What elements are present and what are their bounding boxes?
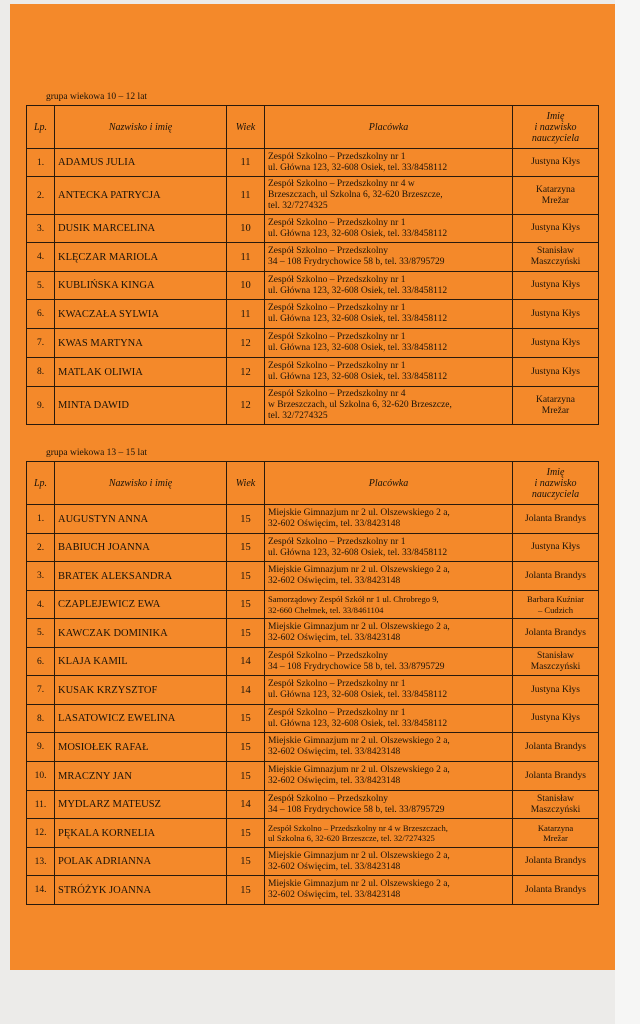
- student-name: MINTA DAWID: [55, 387, 227, 425]
- school-line: tel. 32/7274325: [268, 411, 328, 421]
- table-row: [27, 177, 599, 215]
- table-row: [27, 505, 599, 534]
- group-caption-10-12: grupa wiekowa 10 – 12 lat: [46, 92, 148, 102]
- student-age: 10: [227, 215, 265, 243]
- student-age: 15: [227, 534, 265, 562]
- student-name: MRACZNY JAN: [55, 762, 227, 791]
- teacher-cell: [513, 243, 599, 272]
- school-cell: [265, 562, 513, 591]
- student-name: MYDLARZ MATEUSZ: [55, 791, 227, 819]
- table-row: [27, 619, 599, 648]
- school-cell: [265, 358, 513, 387]
- student-age: 15: [227, 505, 265, 534]
- student-age: 12: [227, 329, 265, 358]
- table-row: [27, 733, 599, 762]
- school-cell: [265, 619, 513, 648]
- teacher-line: Stanisław: [537, 246, 574, 256]
- teacher-line: Mrežar: [541, 405, 570, 416]
- school-cell: [265, 591, 513, 619]
- header-teacher-line: nauczyciela: [531, 132, 580, 144]
- student-age: 10: [227, 272, 265, 300]
- teacher-line: Justyna Kłys: [531, 337, 580, 348]
- school-line: Zespół Szkolno – Przedszkolny nr 1: [268, 151, 406, 162]
- teacher-cell: [513, 534, 599, 562]
- page-edge: [615, 0, 640, 1024]
- student-name: KUSAK KRZYSZTOF: [55, 676, 227, 705]
- teacher-line: Jolanta Brandys: [525, 856, 586, 866]
- student-name: KWACZAŁA SYLWIA: [55, 300, 227, 329]
- row-number: 7.: [27, 329, 55, 358]
- teacher-cell: [513, 705, 599, 733]
- row-number: 2.: [27, 534, 55, 562]
- student-age: 11: [227, 149, 265, 177]
- row-number: 5.: [27, 619, 55, 648]
- results-table-13-15: [26, 461, 599, 905]
- table-row: [27, 149, 599, 177]
- teacher-line: Justyna Kłys: [531, 223, 580, 233]
- school-cell: [265, 387, 513, 425]
- student-age: 15: [227, 562, 265, 591]
- student-name: MATLAK OLIWIA: [55, 358, 227, 387]
- school-line: Miejskie Gimnazjum nr 2 ul. Olszewskiego 2 a,: [268, 879, 450, 889]
- student-age: 12: [227, 387, 265, 425]
- teacher-cell: [513, 819, 599, 848]
- table-row: [27, 300, 599, 329]
- teacher-line: Mrežar: [543, 833, 568, 843]
- school-line: Zespół Szkolno – Przedszkolny nr 1: [268, 332, 406, 342]
- header-row: [27, 462, 599, 505]
- school-line: Zespół Szkolno – Przedszkolny nr 1: [268, 536, 406, 547]
- student-name: BABIUCH JOANNA: [55, 534, 227, 562]
- row-number: 6.: [27, 648, 55, 676]
- teacher-line: Justyna Kłys: [531, 280, 580, 290]
- school-line: 32-602 Oświęcim, tel. 33/8423148: [268, 519, 401, 529]
- teacher-line: Maszczyński: [530, 661, 581, 672]
- teacher-line: Justyna Kłys: [531, 157, 580, 167]
- row-number: 4.: [27, 243, 55, 272]
- student-age: 15: [227, 819, 265, 848]
- school-line: ul. Główna 123, 32-608 Osiek, tel. 33/8458112: [268, 547, 448, 558]
- header-teacher: [513, 106, 599, 149]
- student-age: 11: [227, 300, 265, 329]
- school-cell: [265, 300, 513, 329]
- table-row: [27, 676, 599, 705]
- student-age: 14: [227, 791, 265, 819]
- header-teacher-line: i nazwisko: [534, 121, 577, 133]
- school-line: 34 – 108 Frydrychowice 58 b, tel. 33/8795729: [268, 257, 445, 267]
- student-name: STRÓŻYK JOANNA: [55, 876, 227, 905]
- table-row: [27, 705, 599, 733]
- school-line: ul. Główna 123, 32-608 Osiek, tel. 33/8458112: [268, 690, 448, 700]
- row-number: 4.: [27, 591, 55, 619]
- teacher-cell: [513, 272, 599, 300]
- school-cell: [265, 762, 513, 791]
- teacher-cell: [513, 329, 599, 358]
- row-number: 5.: [27, 272, 55, 300]
- table-row: [27, 762, 599, 791]
- student-age: 15: [227, 733, 265, 762]
- school-line: w Brzeszczach, ul Szkolna 6, 32-620 Brzeszcze,: [268, 400, 452, 410]
- student-age: 12: [227, 358, 265, 387]
- row-number: 14.: [27, 876, 55, 905]
- student-age: 11: [227, 177, 265, 215]
- student-age: 15: [227, 848, 265, 876]
- student-age: 14: [227, 676, 265, 705]
- student-age: 15: [227, 619, 265, 648]
- table-row: [27, 562, 599, 591]
- header-age: Wiek: [227, 106, 265, 149]
- school-line: ul. Główna 123, 32-608 Osiek, tel. 33/8458112: [268, 314, 448, 324]
- school-line: 32-602 Oświęcim, tel. 33/8423148: [268, 890, 401, 900]
- school-line: 32-602 Oświęcim, tel. 33/8423148: [268, 776, 401, 786]
- teacher-cell: [513, 591, 599, 619]
- student-age: 15: [227, 705, 265, 733]
- student-name: PĘKALA KORNELIA: [55, 819, 227, 848]
- table-row: [27, 215, 599, 243]
- school-cell: [265, 848, 513, 876]
- teacher-line: Mrežar: [541, 195, 570, 206]
- row-number: 9.: [27, 387, 55, 425]
- table-row: [27, 329, 599, 358]
- row-number: 8.: [27, 705, 55, 733]
- student-name: KAWCZAK DOMINIKA: [55, 619, 227, 648]
- header-teacher-line: i nazwisko: [534, 477, 577, 489]
- school-line: ul. Główna 123, 32-608 Osiek, tel. 33/8458112: [268, 718, 448, 729]
- teacher-cell: [513, 648, 599, 676]
- row-number: 10.: [27, 762, 55, 791]
- school-cell: [265, 733, 513, 762]
- teacher-line: Justyna Kłys: [531, 542, 580, 552]
- teacher-line: Justyna Kłys: [531, 713, 580, 723]
- teacher-line: Jolanta Brandys: [525, 570, 586, 581]
- header-teacher: [513, 462, 599, 505]
- school-line: ul. Główna 123, 32-608 Osiek, tel. 33/8458112: [268, 162, 448, 173]
- school-line: Zespół Szkolno – Przedszkolny: [268, 246, 389, 256]
- header-teacher-line: Imię: [546, 110, 565, 122]
- student-name: ADAMUS JULIA: [55, 149, 227, 177]
- school-cell: [265, 505, 513, 534]
- teacher-cell: [513, 177, 599, 215]
- student-name: DUSIK MARCELINA: [55, 215, 227, 243]
- teacher-cell: [513, 848, 599, 876]
- school-line: Zespół Szkolno – Przedszkolny nr 4: [268, 389, 406, 399]
- teacher-cell: [513, 733, 599, 762]
- student-age: 11: [227, 243, 265, 272]
- school-line: 32-602 Oświęcim, tel. 33/8423148: [268, 576, 401, 586]
- student-name: CZAPLEJEWICZ EWA: [55, 591, 227, 619]
- school-line: Zespół Szkolno – Przedszkolny nr 4 w Brzeszczach,: [268, 822, 448, 833]
- school-line: Miejskie Gimnazjum nr 2 ul. Olszewskiego 2 a,: [268, 508, 450, 518]
- student-name: BRATEK ALEKSANDRA: [55, 562, 227, 591]
- school-cell: [265, 243, 513, 272]
- teacher-line: – Cudzich: [537, 604, 574, 615]
- header-lp: Lp.: [27, 462, 55, 505]
- school-line: Miejskie Gimnazjum nr 2 ul. Olszewskiego 2 a,: [268, 565, 450, 575]
- teacher-line: Maszczyński: [530, 804, 581, 815]
- row-number: 9.: [27, 733, 55, 762]
- group-caption-13-15: grupa wiekowa 13 – 15 lat: [46, 448, 148, 458]
- row-number: 2.: [27, 177, 55, 215]
- school-line: ul. Główna 123, 32-608 Osiek, tel. 33/8458112: [268, 285, 448, 296]
- header-teacher-line: nauczyciela: [531, 488, 580, 500]
- teacher-line: Maszczyński: [530, 257, 581, 267]
- header-school: Placówka: [265, 462, 513, 505]
- school-line: ul Szkolna 6, 32-620 Brzeszcze, tel. 32/7274325: [268, 833, 435, 843]
- school-line: ul. Główna 123, 32-608 Osiek, tel. 33/8458112: [268, 372, 448, 382]
- teacher-line: Jolanta Brandys: [525, 770, 586, 781]
- row-number: 1.: [27, 505, 55, 534]
- teacher-cell: [513, 505, 599, 534]
- row-number: 1.: [27, 149, 55, 177]
- teacher-line: Jolanta Brandys: [525, 741, 586, 752]
- school-line: Miejskie Gimnazjum nr 2 ul. Olszewskiego 2 a,: [268, 736, 450, 746]
- table-row: [27, 272, 599, 300]
- table-row: [27, 358, 599, 387]
- school-line: 32-602 Oświęcim, tel. 33/8423148: [268, 861, 401, 872]
- table-row: [27, 819, 599, 848]
- school-cell: [265, 648, 513, 676]
- student-name: KWAS MARTYNA: [55, 329, 227, 358]
- row-number: 12.: [27, 819, 55, 848]
- teacher-cell: [513, 149, 599, 177]
- teacher-cell: [513, 300, 599, 329]
- teacher-line: Stanisław: [537, 650, 574, 661]
- school-cell: [265, 149, 513, 177]
- school-line: Zespół Szkolno – Przedszkolny nr 4 w: [268, 179, 415, 189]
- header-name: Nazwisko i imię: [55, 462, 227, 505]
- teacher-cell: [513, 676, 599, 705]
- teacher-line: Katarzyna: [535, 394, 576, 405]
- row-number: 13.: [27, 848, 55, 876]
- student-name: AUGUSTYN ANNA: [55, 505, 227, 534]
- teacher-line: Katarzyna: [537, 822, 574, 833]
- school-line: 34 – 108 Frydrychowice 58 b, tel. 33/8795729: [268, 661, 445, 672]
- school-line: Zespół Szkolno – Przedszkolny: [268, 793, 389, 804]
- school-line: Zespół Szkolno – Przedszkolny nr 1: [268, 303, 406, 313]
- student-age: 15: [227, 591, 265, 619]
- teacher-cell: [513, 358, 599, 387]
- teacher-cell: [513, 215, 599, 243]
- school-cell: [265, 329, 513, 358]
- row-number: 11.: [27, 791, 55, 819]
- school-line: 32-660 Chełmek, tel. 33/8461104: [268, 604, 384, 615]
- teacher-line: Justyna Kłys: [531, 308, 580, 319]
- school-line: Zespół Szkolno – Przedszkolny nr 1: [268, 679, 406, 689]
- row-number: 3.: [27, 215, 55, 243]
- header-row: [27, 106, 599, 149]
- school-line: ul. Główna 123, 32-608 Osiek, tel. 33/8458112: [268, 228, 448, 239]
- results-table-10-12: [26, 105, 599, 425]
- student-name: LASATOWICZ EWELINA: [55, 705, 227, 733]
- student-age: 14: [227, 648, 265, 676]
- teacher-cell: [513, 387, 599, 425]
- teacher-cell: [513, 619, 599, 648]
- school-cell: [265, 272, 513, 300]
- school-line: 32-602 Oświęcim, tel. 33/8423148: [268, 747, 401, 757]
- table-row: [27, 876, 599, 905]
- school-cell: [265, 791, 513, 819]
- student-name: MOSIOŁEK RAFAŁ: [55, 733, 227, 762]
- table-row: [27, 243, 599, 272]
- student-age: 15: [227, 762, 265, 791]
- student-name: POLAK ADRIANNA: [55, 848, 227, 876]
- school-line: Zespół Szkolno – Przedszkolny: [268, 650, 389, 661]
- teacher-line: Stanisław: [537, 793, 574, 804]
- table-row: [27, 848, 599, 876]
- student-name: KLĘCZAR MARIOLA: [55, 243, 227, 272]
- school-cell: [265, 676, 513, 705]
- student-name: ANTECKA PATRYCJA: [55, 177, 227, 215]
- school-line: Zespół Szkolno – Przedszkolny nr 1: [268, 361, 406, 371]
- header-school: Placówka: [265, 106, 513, 149]
- school-line: 34 – 108 Frydrychowice 58 b, tel. 33/8795729: [268, 804, 445, 815]
- school-line: Miejskie Gimnazjum nr 2 ul. Olszewskiego 2 a,: [268, 622, 450, 632]
- student-name: KLAJA KAMIL: [55, 648, 227, 676]
- school-line: Zespół Szkolno – Przedszkolny nr 1: [268, 707, 406, 718]
- school-cell: [265, 534, 513, 562]
- table-row: [27, 648, 599, 676]
- table-row: [27, 534, 599, 562]
- row-number: 6.: [27, 300, 55, 329]
- teacher-cell: [513, 791, 599, 819]
- school-line: Zespół Szkolno – Przedszkolny nr 1: [268, 274, 406, 285]
- teacher-line: Justyna Kłys: [531, 684, 580, 695]
- table-row: [27, 791, 599, 819]
- school-cell: [265, 177, 513, 215]
- teacher-line: Jolanta Brandys: [525, 513, 586, 524]
- school-cell: [265, 215, 513, 243]
- header-age: Wiek: [227, 462, 265, 505]
- header-lp: Lp.: [27, 106, 55, 149]
- student-age: 15: [227, 876, 265, 905]
- header-teacher-line: Imię: [546, 466, 565, 478]
- row-number: 8.: [27, 358, 55, 387]
- header-name: Nazwisko i imię: [55, 106, 227, 149]
- teacher-line: Jolanta Brandys: [525, 884, 586, 895]
- school-cell: [265, 876, 513, 905]
- student-name: KUBLIŃSKA KINGA: [55, 272, 227, 300]
- row-number: 3.: [27, 562, 55, 591]
- school-line: Miejskie Gimnazjum nr 2 ul. Olszewskiego 2 a,: [268, 850, 450, 861]
- teacher-cell: [513, 876, 599, 905]
- school-line: 32-602 Oświęcim, tel. 33/8423148: [268, 633, 401, 643]
- school-cell: [265, 819, 513, 848]
- teacher-line: Katarzyna: [535, 184, 576, 195]
- teacher-line: Justyna Kłys: [531, 366, 580, 377]
- school-line: tel. 32/7274325: [268, 201, 328, 211]
- teacher-line: Jolanta Brandys: [525, 627, 586, 638]
- school-cell: [265, 705, 513, 733]
- teacher-line: Barbara Kuźniar: [526, 594, 585, 604]
- teacher-cell: [513, 762, 599, 791]
- school-line: Zespół Szkolno – Przedszkolny nr 1: [268, 217, 406, 228]
- table-row: [27, 387, 599, 425]
- school-line: Brzeszczach, ul Szkolna 6, 32-620 Brzeszcze,: [268, 190, 443, 200]
- school-line: Samorządowy Zespół Szkół nr 1 ul. Chrobrego 9,: [268, 594, 439, 604]
- school-line: Miejskie Gimnazjum nr 2 ul. Olszewskiego 2 a,: [268, 765, 450, 775]
- row-number: 7.: [27, 676, 55, 705]
- teacher-cell: [513, 562, 599, 591]
- table-row: [27, 591, 599, 619]
- school-line: ul. Główna 123, 32-608 Osiek, tel. 33/8458112: [268, 343, 448, 353]
